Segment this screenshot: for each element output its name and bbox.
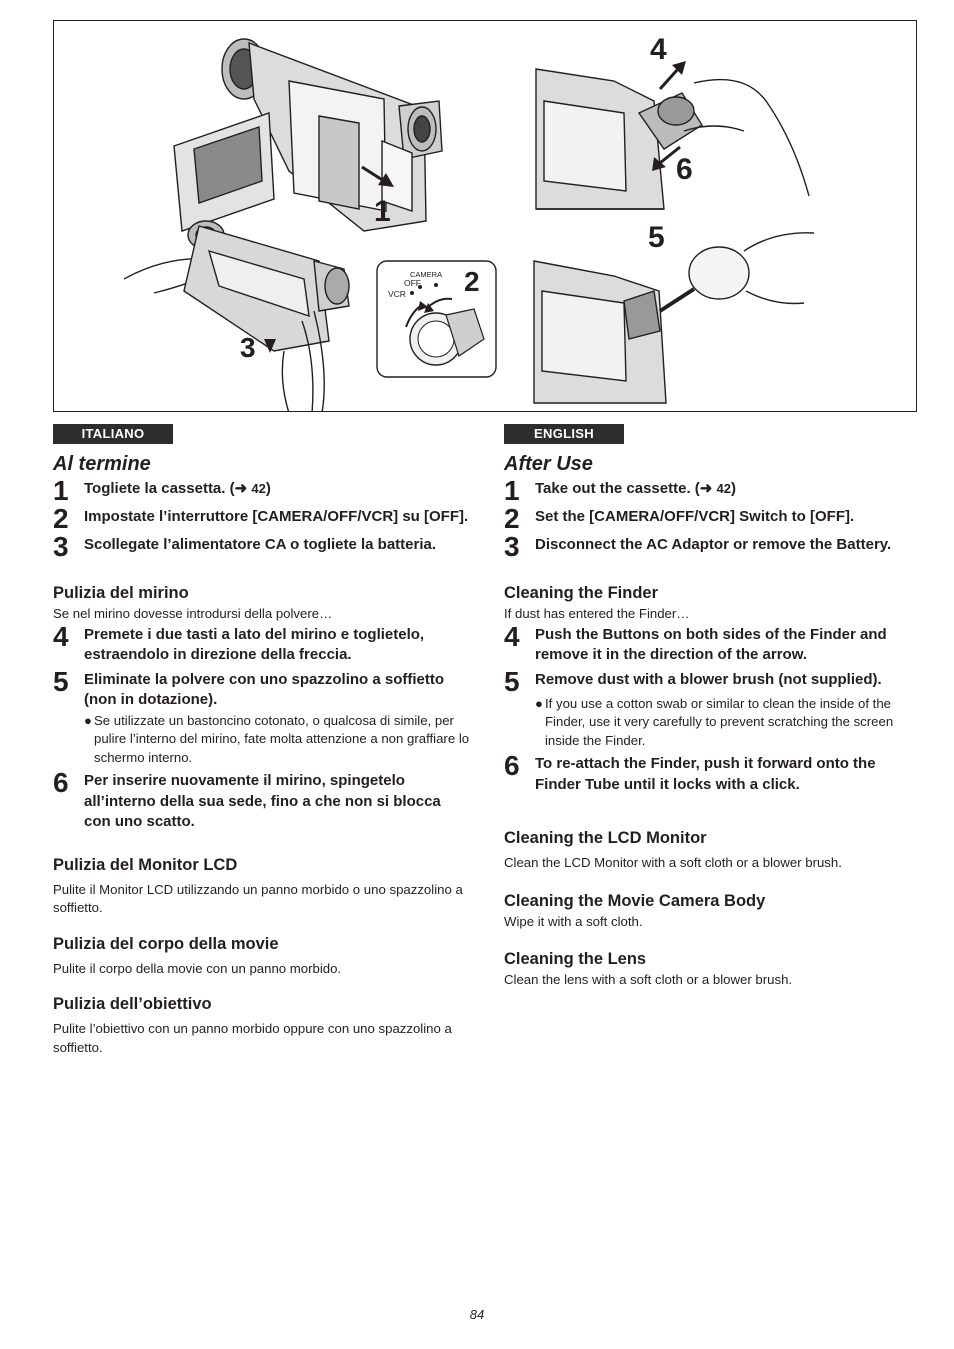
- step-number: 5: [53, 665, 69, 697]
- switch-label-vcr: VCR: [388, 289, 406, 299]
- step-text: Set the [CAMERA/OFF/VCR] Switch to [OFF].: [535, 508, 855, 525]
- bullet-icon: ●: [535, 695, 543, 711]
- step-4-italian: [53, 620, 471, 666]
- step-number: 6: [504, 750, 520, 781]
- callout-6: 6: [676, 153, 693, 186]
- finder-intro-italian: Se nel mirino dovesse introdursi della polvere…: [53, 606, 333, 621]
- note-text: If you use a cotton swab or similar to clean the inside of the Finder, use it very carefully to prevent scratching the screen inside the Finder.: [545, 695, 894, 748]
- note-text: Se utilizzate un bastoncino cotonato, o qualcosa di simile, per pulire l’interno del mirino, fate molta attenzione a non graffiare lo schermo interno.: [94, 712, 470, 765]
- step-number: 3: [53, 531, 69, 562]
- step-text-close: ): [265, 480, 271, 497]
- switch-label-off: OFF: [404, 278, 421, 288]
- step-number: 2: [504, 503, 520, 534]
- italian-column: [53, 424, 471, 1057]
- step-text: Scollegate l’alimentatore CA o togliete la batteria.: [84, 536, 437, 553]
- finder-heading-italian: Pulizia del mirino: [53, 584, 189, 602]
- camcorder-open-illustration: [174, 39, 442, 231]
- lang-label-italian: ITALIANO: [53, 424, 173, 444]
- switch-label-camera: CAMERA: [410, 270, 443, 279]
- bullet-icon: ●: [84, 712, 92, 728]
- step-5-italian: [53, 665, 471, 711]
- blower-brush-illustration: [534, 233, 814, 403]
- step-6-english: [504, 750, 922, 795]
- step-text: Take out the cassette. (: [535, 480, 700, 497]
- lcd-text-english: Clean the LCD Monitor with a soft cloth or a blower brush.: [504, 855, 842, 870]
- callout-3: 3: [240, 332, 256, 363]
- body-heading-italian: Pulizia del corpo della movie: [53, 934, 279, 953]
- arrow-icon: ➜: [234, 480, 248, 497]
- step-2-italian: [53, 503, 471, 534]
- step-number: 6: [53, 767, 69, 798]
- callout-2: 2: [464, 266, 480, 297]
- page-number: 84: [469, 1307, 485, 1322]
- step-number: 2: [53, 503, 69, 534]
- illustration-frame: [53, 20, 917, 412]
- step-text: Push the Buttons on both sides of the Finder and remove it in the direction of the arrow.: [535, 625, 887, 663]
- finder-note-english: [535, 695, 922, 751]
- finder-heading-english: Cleaning the Finder: [504, 584, 659, 602]
- page-reference: 42: [251, 481, 266, 496]
- step-6-italian: [53, 767, 471, 833]
- step-text: Premete i due tasti a lato del mirino e toglietelo, estraendolo in direzione della freccia.: [84, 625, 425, 663]
- lens-text-italian: Pulite l’obiettivo con un panno morbido oppure con uno spazzolino a soffietto.: [53, 1021, 452, 1055]
- section-title-english: After Use: [504, 453, 593, 475]
- arrow-icon: ➜: [699, 480, 713, 497]
- lcd-heading-english: Cleaning the LCD Monitor: [504, 829, 707, 847]
- step-text: Remove dust with a blower brush (not supplied).: [535, 670, 882, 688]
- step-number: 1: [504, 475, 520, 506]
- body-heading-english: Cleaning the Movie Camera Body: [504, 891, 766, 910]
- body-text-italian: Pulite il corpo della movie con un panno morbido.: [53, 960, 342, 976]
- step-text: Eliminate la polvere con uno spazzolino a soffietto (non in dotazione).: [84, 670, 445, 708]
- page-reference: 42: [716, 481, 731, 496]
- lens-heading-italian: Pulizia dell’obiettivo: [53, 995, 212, 1013]
- callout-5: 5: [648, 221, 665, 254]
- callout-1: 1: [374, 195, 391, 228]
- english-column: [504, 424, 922, 990]
- camcorder-illustration: [54, 21, 917, 412]
- step-1-italian: [53, 475, 471, 506]
- step-4-english: [504, 620, 922, 666]
- step-number: 1: [53, 475, 69, 506]
- step-1-english: [504, 475, 922, 506]
- step-5-english: [504, 665, 922, 697]
- camcorder-hand-illustration: [124, 221, 349, 412]
- step-number: 4: [53, 620, 69, 652]
- body-text-english: Wipe it with a soft cloth.: [504, 913, 643, 929]
- finder-note-italian: [84, 712, 471, 768]
- step-3-italian: [53, 531, 471, 562]
- step-text: Per inserire nuovamente il mirino, spingetelo all’interno della sua sede, fino a che non si blocca con uno scatto.: [84, 772, 441, 830]
- step-number: 4: [504, 620, 520, 652]
- lang-label-english: ENGLISH: [504, 424, 624, 444]
- step-text: Togliete la cassetta. (: [84, 480, 235, 497]
- finder-removal-illustration: [536, 69, 809, 209]
- step-text: Disconnect the AC Adaptor or remove the Battery.: [535, 536, 892, 553]
- lcd-heading-italian: Pulizia del Monitor LCD: [53, 855, 238, 874]
- lens-heading-english: Cleaning the Lens: [504, 950, 647, 968]
- section-title-italian: Al termine: [53, 453, 151, 475]
- step-3-english: [504, 531, 922, 562]
- step-text: To re-attach the Finder, push it forward onto the Finder Tube until it locks with a click.: [535, 755, 876, 793]
- step-number: 3: [504, 531, 520, 562]
- lcd-text-italian: Pulite il Monitor LCD utilizzando un panno morbido o uno spazzolino a soffietto.: [53, 881, 463, 915]
- finder-intro-english: If dust has entered the Finder…: [504, 606, 690, 621]
- callout-4: 4: [650, 33, 667, 66]
- step-text-close: ): [731, 480, 736, 497]
- step-text: Impostate l’interruttore [CAMERA/OFF/VCR] su [OFF].: [84, 508, 469, 525]
- step-number: 5: [504, 665, 520, 697]
- step-2-english: [504, 503, 922, 534]
- lens-text-english: Clean the lens with a soft cloth or a blower brush.: [504, 972, 793, 987]
